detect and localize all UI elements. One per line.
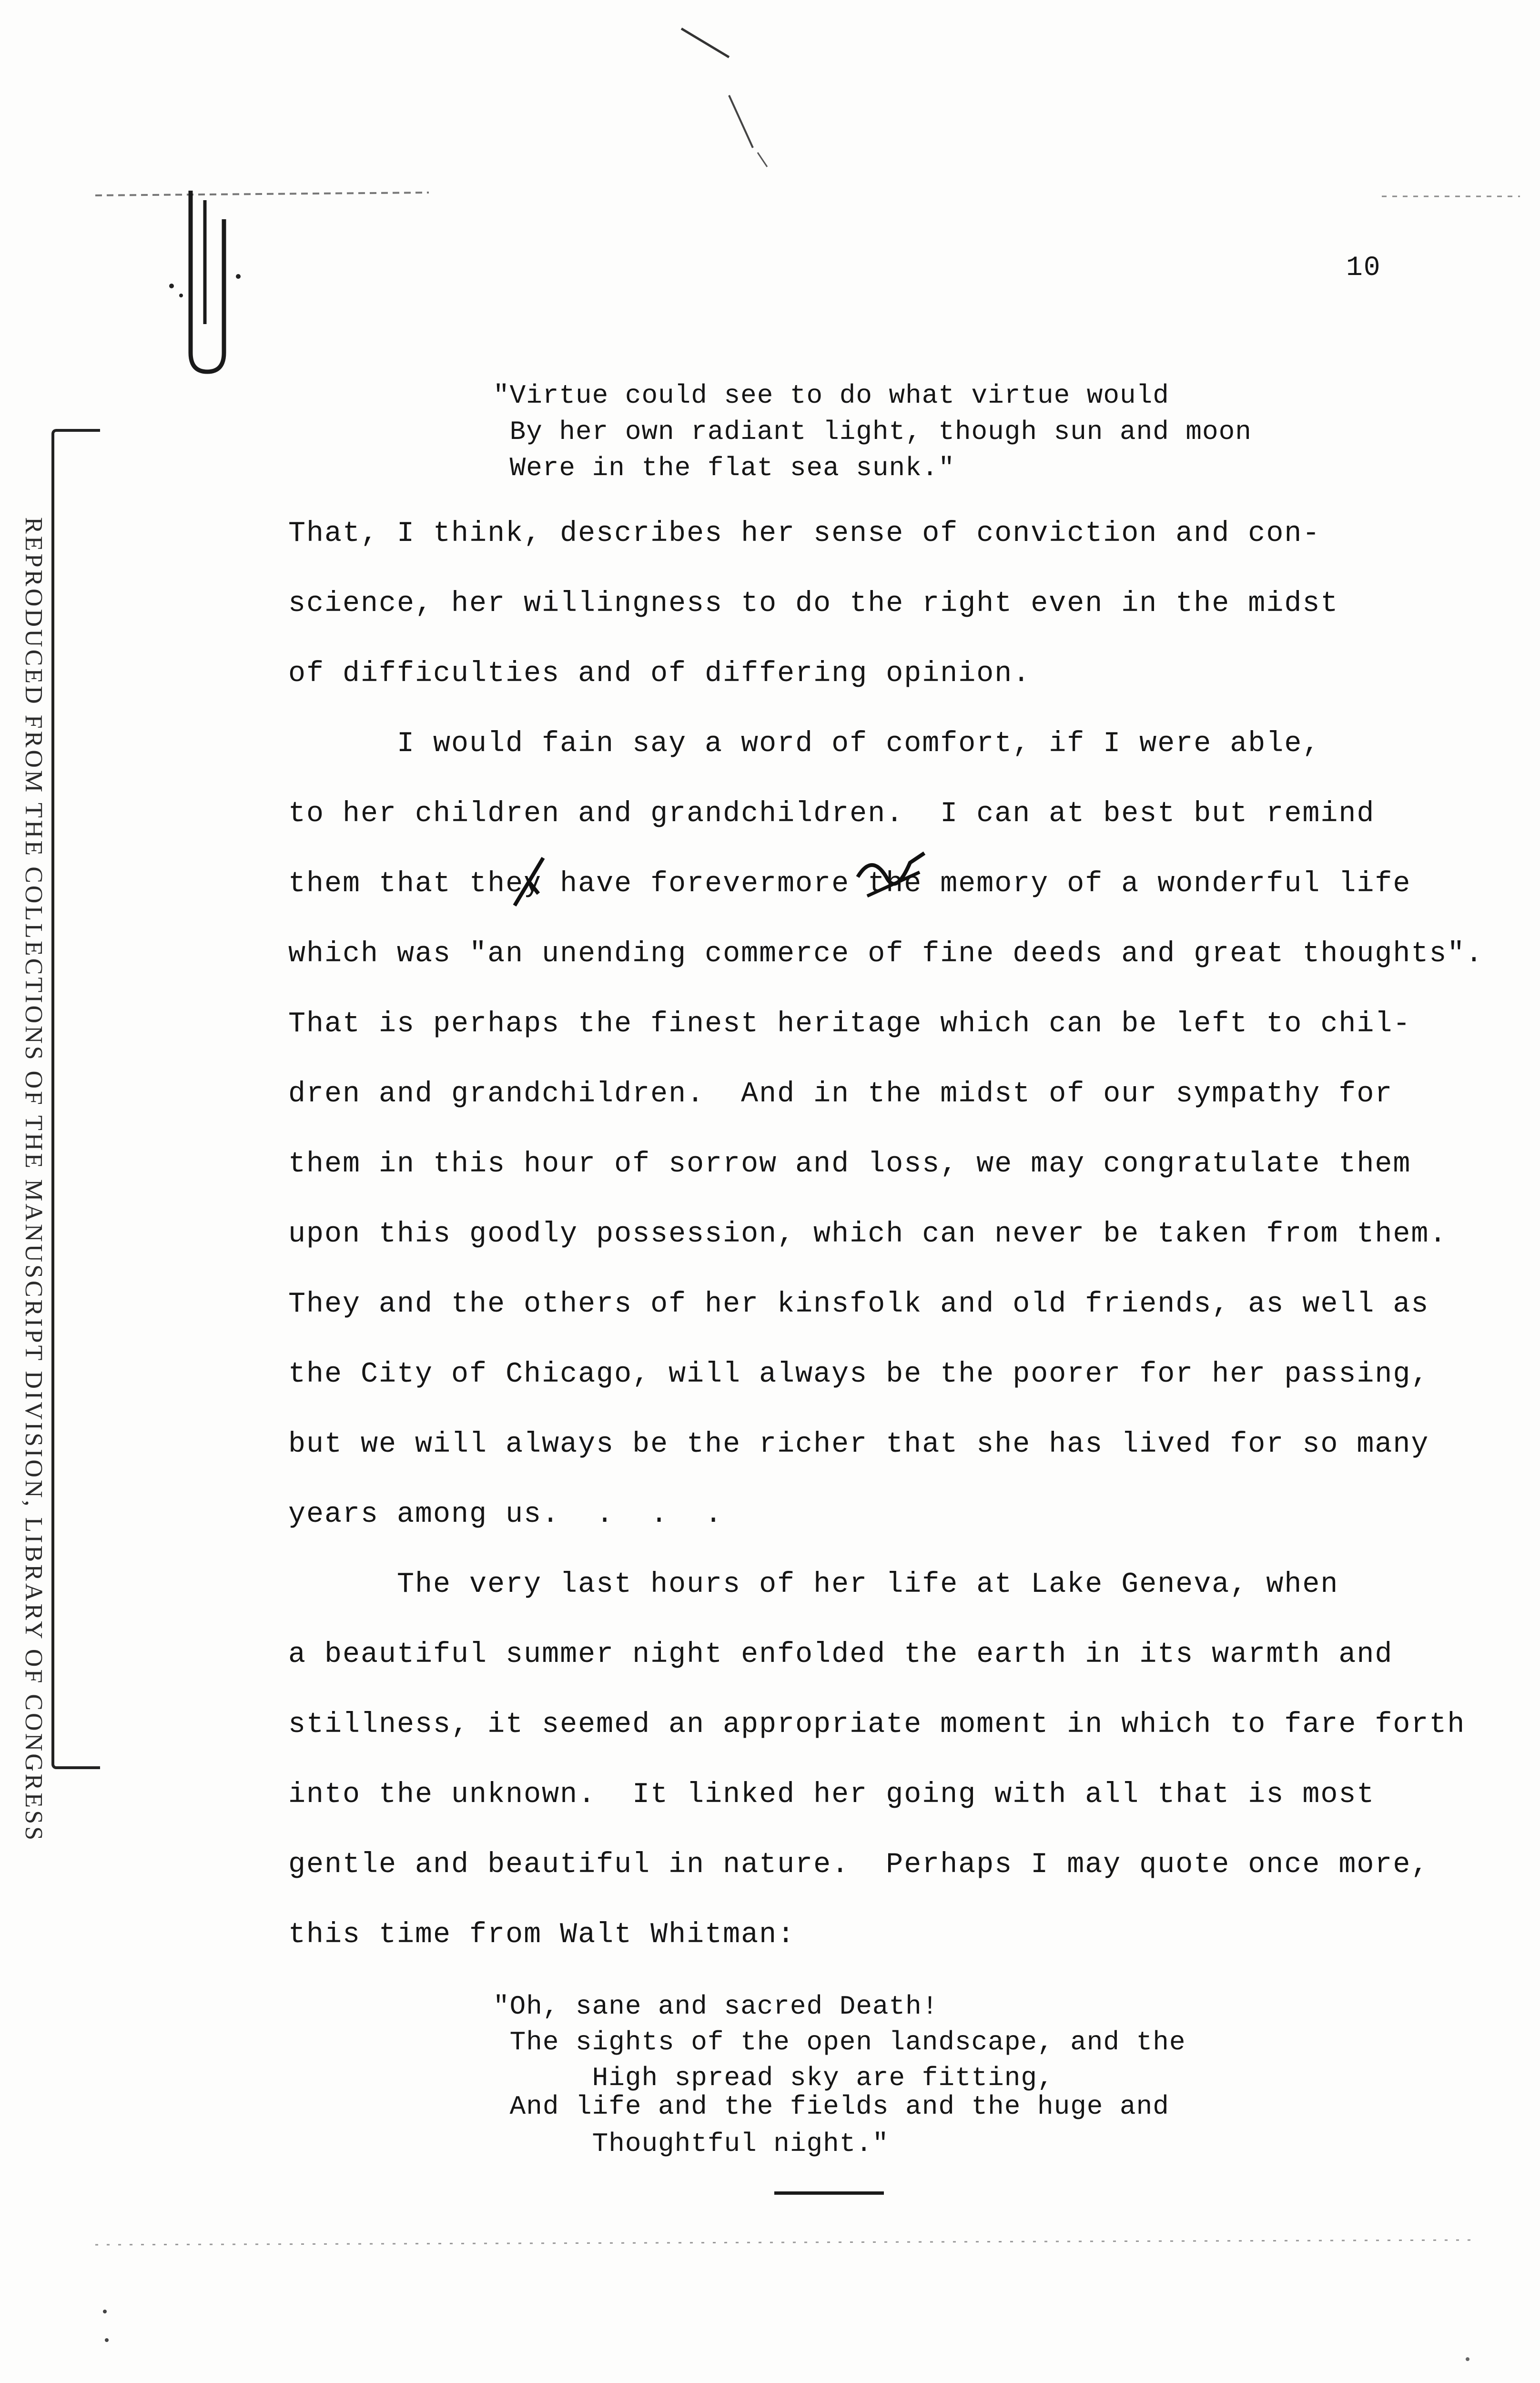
body-line: the City of Chicago, will always be the poorer for her passing,	[288, 1358, 1429, 1391]
poem-line: Thoughtful night."	[493, 2128, 889, 2159]
paper-clip-mark	[162, 181, 257, 381]
handwritten-insert-mark	[853, 844, 934, 910]
body-line: of difficulties and of differing opinion.	[288, 658, 1031, 690]
body-line: gentle and beautiful in nature. Perhaps I may quote once more,	[288, 1849, 1429, 1881]
body-line: science, her willingness to do the right even in the midst	[288, 588, 1339, 620]
body-line: but we will always be the richer that she has lived for so many	[288, 1428, 1429, 1461]
closing-rule	[774, 2191, 884, 2195]
scan-mark-top	[658, 24, 781, 176]
body-line: into the unknown. It linked her going with all that is most	[288, 1779, 1375, 1811]
body-line: That is perhaps the finest heritage which can be left to chil-	[288, 1008, 1411, 1040]
body-line: stillness, it seemed an appropriate moment in which to fare forth	[288, 1709, 1466, 1741]
epigraph-line: By her own radiant light, though sun and moon	[493, 417, 1252, 447]
epigraph-line: "Virtue could see to do what virtue would	[493, 380, 1169, 411]
body-line: dren and grandchildren. And in the midst of our sympathy for	[288, 1078, 1393, 1110]
body-line: which was "an unending commerce of fine deeds and great thoughts".	[288, 938, 1484, 970]
handwritten-correction-mark	[496, 848, 562, 920]
body-line: upon this goodly possession, which can never be taken from them.	[288, 1218, 1448, 1251]
body-line: They and the others of her kinsfolk and old friends, as well as	[288, 1288, 1429, 1321]
side-stamp-frame	[51, 429, 100, 1769]
body-line: this time from Walt Whitman:	[288, 1919, 796, 1951]
body-line: them that they have forevermore the memory of a wonderful life	[288, 868, 1411, 900]
body-line: I would fain say a word of comfort, if I were able,	[288, 728, 1321, 760]
poem-line: High spread sky are fitting,	[493, 2063, 1054, 2093]
body-line: a beautiful summer night enfolded the earth in its warmth and	[288, 1639, 1393, 1671]
poem-line: And life and the fields and the huge and	[493, 2091, 1169, 2122]
body-line: That, I think, describes her sense of conviction and con-	[288, 518, 1321, 550]
scan-noise-bottom	[95, 2216, 1525, 2383]
body-line: them in this hour of sorrow and loss, we may congratulate them	[288, 1148, 1411, 1181]
body-line: years among us. . . .	[288, 1498, 723, 1531]
poem-line: The sights of the open landscape, and the	[493, 2027, 1186, 2057]
body-line: to her children and grandchildren. I can at best but remind	[288, 798, 1375, 830]
body-line: The very last hours of her life at Lake Geneva, when	[288, 1568, 1339, 1601]
poem-line: "Oh, sane and sacred Death!	[493, 1991, 939, 2022]
epigraph-line: Were in the flat sea sunk."	[493, 453, 955, 483]
scan-line-top	[95, 186, 1525, 205]
page-number: 10	[1346, 253, 1381, 284]
side-stamp: REPRODUCED FROM THE COLLECTIONS OF THE MANUSCRIPT DIVISION, LIBRARY OF CONGRESS	[20, 517, 47, 1843]
